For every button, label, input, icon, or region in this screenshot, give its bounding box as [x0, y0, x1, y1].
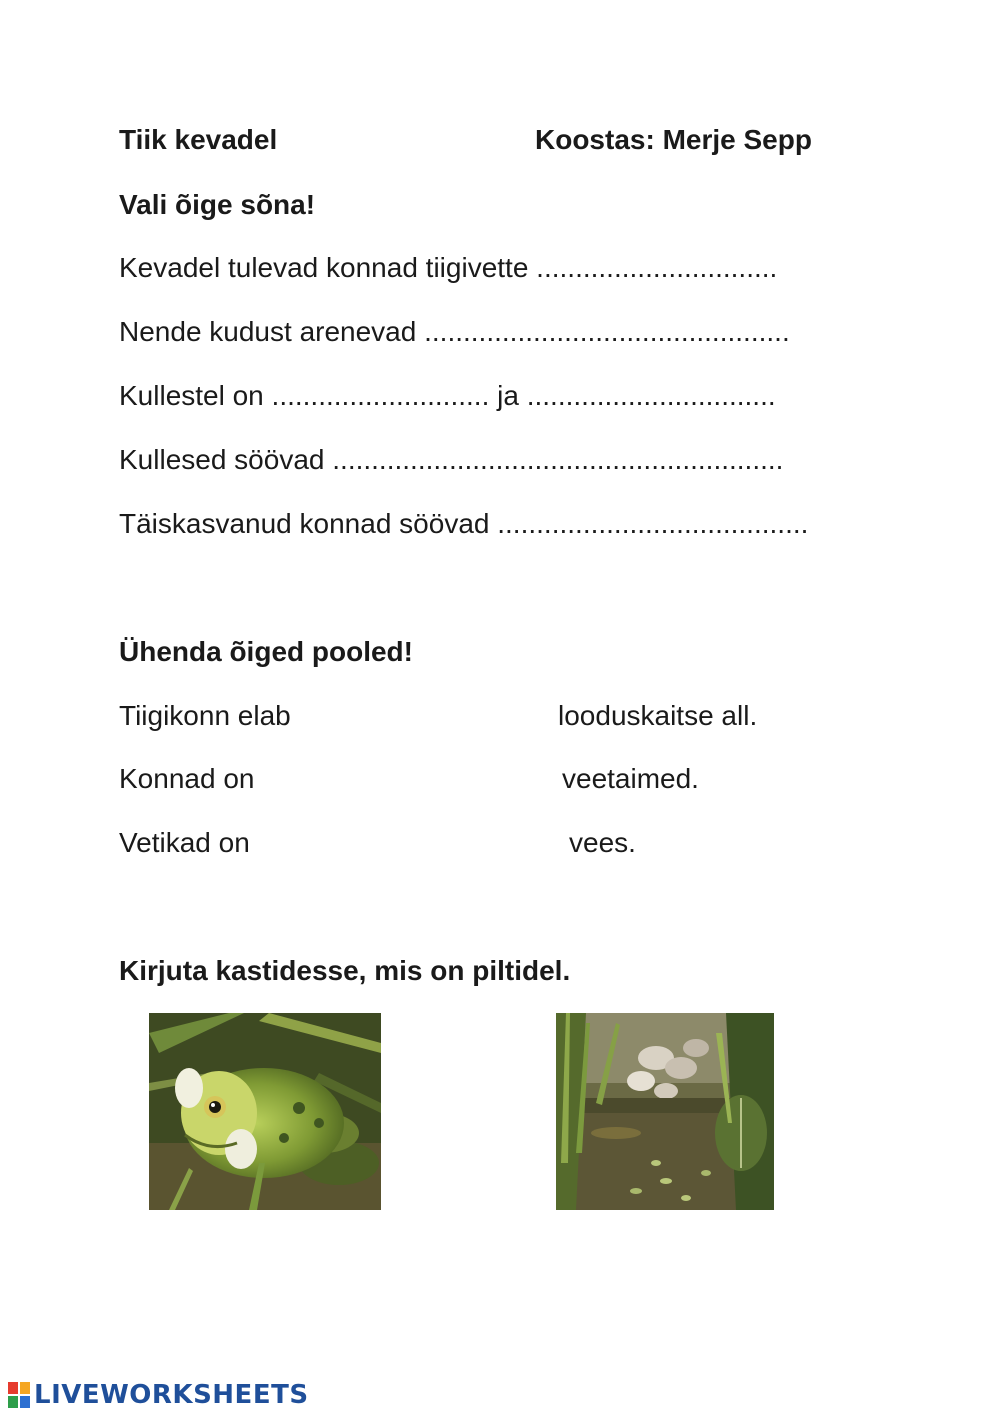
- match-right-3: vees.: [569, 827, 636, 858]
- author-credit: Koostas: Merje Sepp: [535, 124, 812, 155]
- section-heading-choose-word: Vali õige sõna!: [119, 189, 316, 220]
- match-left-2: Konnad on: [119, 763, 255, 794]
- section-heading-write-boxes: Kirjuta kastidesse, mis on piltidel.: [119, 955, 571, 986]
- logo-mark-icon: [8, 1382, 30, 1408]
- fill-line-5: Täiskasvanud konnad söövad ........................................: [119, 508, 809, 539]
- section-heading-match: Ühenda õiged pooled!: [119, 636, 413, 667]
- match-left-1: Tiigikonn elab: [119, 700, 291, 731]
- fill-line-4: Kullesed söövad ..........................................................: [119, 444, 784, 475]
- logo-text: LIVEWORKSHEETS: [34, 1380, 309, 1410]
- pond-photo: [556, 1013, 774, 1210]
- match-right-2: veetaimed.: [562, 763, 699, 794]
- match-right-1: looduskaitse all.: [558, 700, 758, 731]
- liveworksheets-logo: [8, 1380, 309, 1410]
- fill-line-3: Kullestel on ............................ ja ................................: [119, 380, 776, 411]
- match-left-3: Vetikad on: [119, 827, 250, 858]
- frog-photo: [149, 1013, 381, 1210]
- worksheet-title: Tiik kevadel: [119, 124, 278, 155]
- fill-line-1: Kevadel tulevad konnad tiigivette ...............................: [119, 252, 778, 283]
- fill-line-2: Nende kudust arenevad ...............................................: [119, 316, 790, 347]
